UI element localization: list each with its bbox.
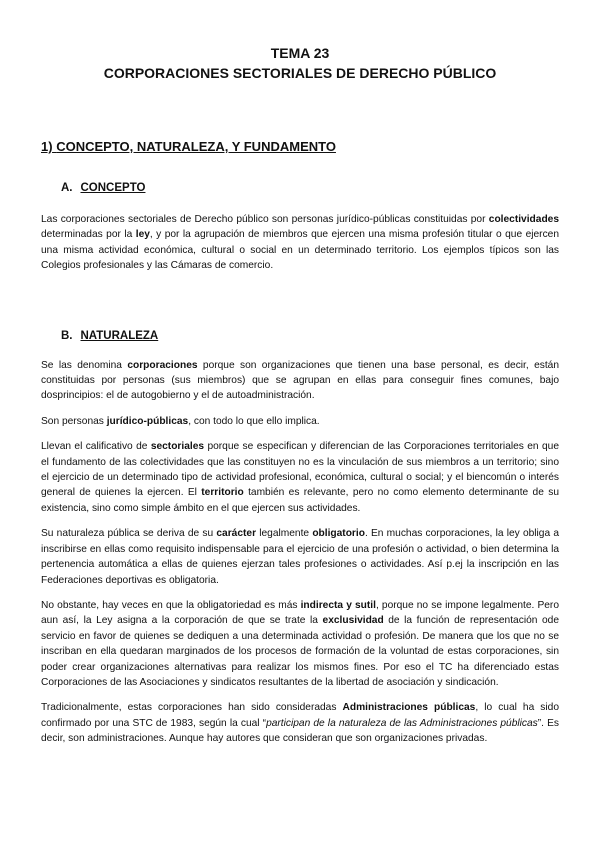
bold-run: jurídico-públicas: [106, 415, 189, 427]
text-run: Se las denomina: [41, 359, 128, 371]
text-run: ”. Es decir, son administraciones. Aunque hay autores que consideran que son organizaciones privadas.: [41, 717, 560, 745]
bold-run: corporaciones: [127, 359, 198, 371]
text-run: porque se especifican y diferencian de las Corporaciones territoriales en que el fundamento de las colectividades que las constituyen no es la vinculación de sus miembros a un territorio; sino el ejercicio de un determinado tipo de actividad profesional, económica, cultural o social; y el biencomún o interés general de quienes la ejercen. El: [41, 441, 559, 499]
section-title: CONCEPTO, NATURALEZA, Y FUNDAMENTO: [56, 139, 336, 154]
subsection-letter: B.: [61, 329, 73, 342]
bold-run: exclusividad: [322, 615, 384, 627]
text-run: No obstante, hay veces en que la obligatoriedad es más: [41, 599, 301, 611]
paragraph-naturaleza-3: [41, 439, 559, 516]
document-title-line2: CORPORACIONES SECTORIALES DE DERECHO PÚBLICO: [103, 65, 497, 81]
text-run: , y por la agrupación de miembros que ejercen una misma profesión titular o que ejercen una misma actividad económica, cultural o social en un determinado territorio. Los ejemplos típicos son las Colegios profesionales y las Cámaras de comercio.: [41, 229, 559, 272]
bold-run: Administraciones públicas: [342, 702, 476, 714]
text-run: Llevan el calificativo de: [41, 441, 151, 453]
bold-run: territorio: [201, 487, 244, 499]
text-run: legalmente: [256, 528, 313, 540]
paragraph-concepto: [41, 212, 559, 274]
subsection-heading-naturaleza: [41, 330, 559, 342]
bold-run: sectoriales: [150, 441, 205, 453]
text-run: porque son organizaciones que tienen una base personal, es decir, están constituidas por personas (sus miembros) que se agrupan en ellas para conseguir fines comunes, bajo dosprincipios: el de autogobierno y el de autoadministración.: [41, 359, 559, 402]
text-run: . En muchas corporaciones, la ley obliga a inscribirse en ellas como requisito indispensable para el ejercicio de una profesión o actividad, o bien determina la pertenencia automática a ellas de quienes ejerzan tales profesiones o actividades. Así p.ej la inscripción en las Federaciones deportivas es obligatoria.: [41, 528, 560, 586]
title-block: [41, 0, 559, 83]
text-run: , lo cual ha sido confirmado por una STC de 1983, según la cual “: [41, 702, 559, 729]
italic-run: participan de la naturaleza de las Administraciones públicas: [266, 717, 538, 729]
paragraph-naturaleza-4: [41, 526, 559, 588]
subsection-letter: A.: [61, 182, 73, 194]
bold-run: obligatorio: [312, 528, 365, 540]
text-run: , porque no se impone legalmente. Pero aun así, la Ley asigna a la corporación de que se trate la: [41, 599, 559, 627]
text-run: también es relevante, pero no como elemento determinante de su existencia, sino como simple ámbito en el que ejercen sus actividades.: [41, 487, 559, 514]
bold-run: indirecta y sutil: [300, 599, 376, 611]
bold-run: carácter: [216, 528, 257, 540]
text-run: Su naturaleza pública se deriva de su: [41, 528, 217, 540]
text-run: Son personas: [41, 415, 107, 427]
text-run: , con todo lo que ello implica.: [188, 415, 320, 427]
section-heading: [41, 139, 559, 154]
bold-run: ley: [135, 229, 150, 241]
text-run: determinadas por la: [41, 229, 136, 241]
text-run: Las corporaciones sectoriales de Derecho público son personas jurídico-públicas constituidas por: [41, 214, 489, 225]
section-number: 1): [41, 139, 53, 154]
subsection-title: NATURALEZA: [80, 329, 159, 342]
paragraph-naturaleza-6: [41, 700, 559, 746]
subsection-title: CONCEPTO: [80, 182, 146, 194]
paragraph-naturaleza-5: [41, 598, 559, 690]
text-run: de la función de representación ode servicio en favor de quienes se dediquen a una determinada actividad o profesión. De manera que los que no se inscriban en ella quedaran marginados de los procesos de formación de la voluntad de estas corporaciones, sin poder crear organizaciones alternativas para realizar los mismos fines. Por eso el TC ha diferenciado estas Corporaciones de las Asociaciones y sindicatos resultantes de la libertad de asociación y sindicación.: [41, 615, 559, 688]
paragraph-naturaleza-1: [41, 358, 559, 404]
subsection-heading-concepto: [41, 182, 559, 194]
bold-run: colectividades: [488, 214, 559, 225]
text-run: Tradicionalmente, estas corporaciones han sido consideradas: [41, 702, 343, 714]
paragraph-naturaleza-2: [41, 414, 559, 429]
document-title-line1: TEMA 23: [270, 45, 330, 61]
